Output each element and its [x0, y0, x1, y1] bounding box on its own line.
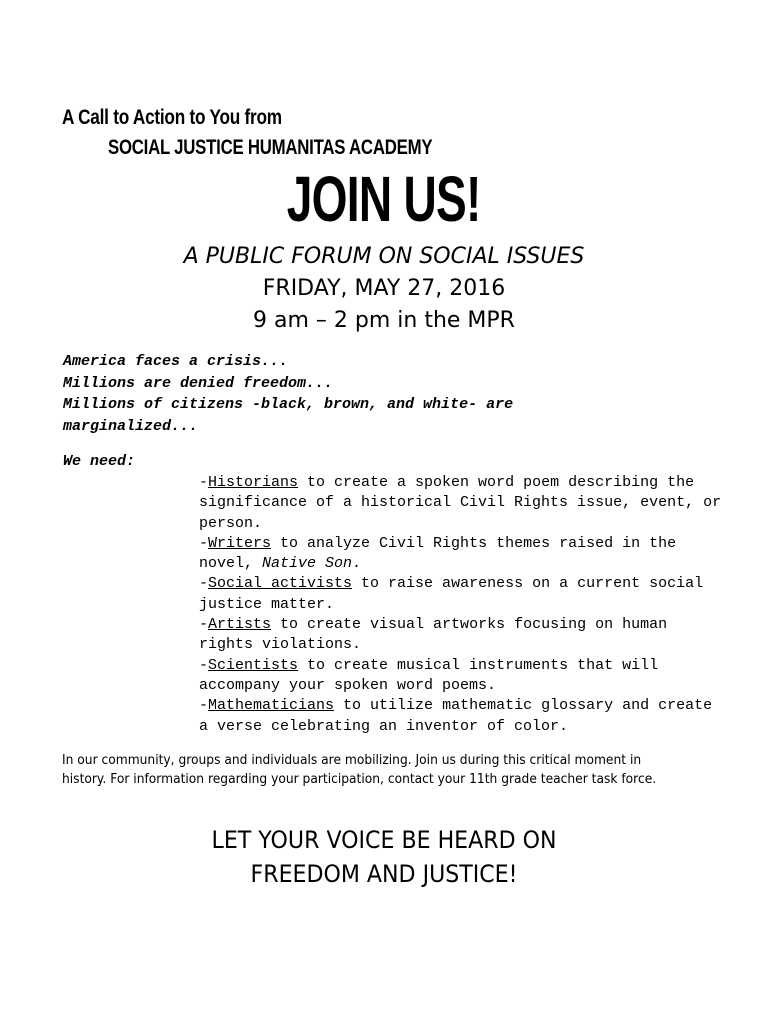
event-title: A PUBLIC FORUM ON SOCIAL ISSUES: [183, 244, 585, 269]
need-item-social-activists: -Social activists to raise awareness on a current social justice matter.: [199, 575, 704, 613]
book-title: Native Son: [262, 555, 353, 573]
we-need-label: We need:: [63, 453, 136, 470]
role-label: Social activists: [208, 575, 353, 593]
crisis-line: marginalized...: [63, 417, 199, 435]
call-to-action-line: A Call to Action to You from: [62, 106, 282, 129]
closing-slogan: [31, 823, 738, 891]
role-label: Scientists: [208, 656, 299, 674]
crisis-line: Millions of citizens -black, brown, and white- are: [63, 396, 514, 413]
community-paragraph: In our community, groups and individuals are mobilizing. Join us during this critical moment in history. For information regarding your participation, contact your 11th grade teacher task force.: [62, 753, 657, 787]
event-date: FRIDAY, MAY 27, 2016: [262, 276, 506, 301]
need-item-writers: -Writers to analyze Civil Rights themes raised in the novel, Native Son.: [199, 534, 677, 573]
event-time: 9 am – 2 pm in the MPR: [253, 308, 515, 333]
need-item-scientists: -Scientists to create musical instruments that will accompany your spoken word poems.: [199, 656, 659, 694]
crisis-line: Millions are denied freedom...: [63, 374, 334, 392]
headline-text: JOIN US!: [287, 163, 481, 235]
closing-line: FREEDOM AND JUSTICE!: [250, 860, 518, 888]
crisis-line: America faces a crisis...: [63, 353, 289, 370]
need-item-historians: -Historians to create a spoken word poem describing the significance of a historical Civil Rights issue, event, or person.: [199, 474, 722, 532]
role-label: Mathematicians: [208, 697, 335, 715]
role-label: Writers: [208, 534, 272, 552]
crisis-statement: [63, 351, 513, 437]
headline: [0, 163, 768, 235]
academy-name: SOCIAL JUSTICE HUMANITAS ACADEMY: [108, 136, 433, 159]
closing-line: LET YOUR VOICE BE HEARD ON: [211, 826, 557, 854]
role-label: Artists: [208, 616, 272, 634]
need-item-mathematicians: -Mathematicians to utilize mathematic glossary and create a verse celebrating an inventor of color.: [199, 697, 713, 735]
needs-list: [199, 473, 729, 737]
role-label: Historians: [208, 474, 299, 491]
need-item-artists: -Artists to create visual artworks focusing on human rights violations.: [199, 616, 668, 654]
